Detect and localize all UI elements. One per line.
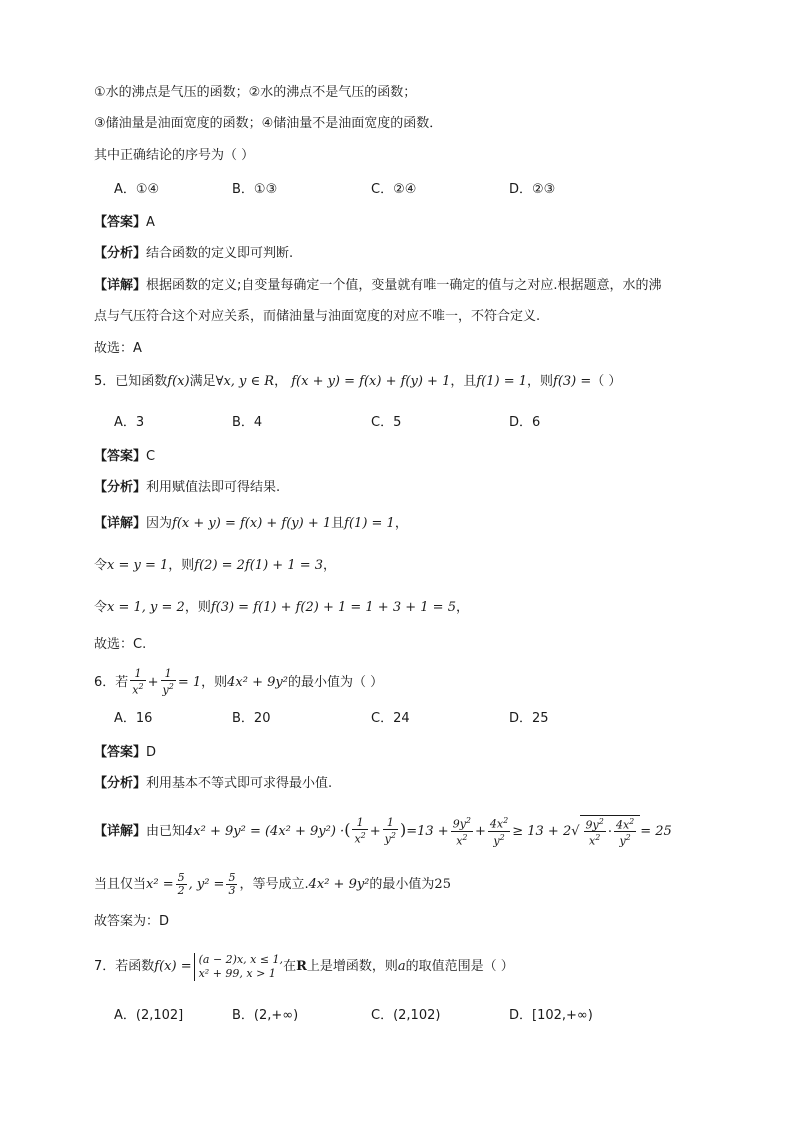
step-text: ， [323,558,337,573]
q6-option-a: A．16 [114,711,153,726]
q7-fx: f(x) = [154,959,192,974]
q4-option-a: A．①④ [114,182,160,197]
q6-equals: = 1 [177,675,202,690]
eq-text: ，等号成立. [239,877,309,892]
answer-value: A [146,215,155,230]
case-2: x² + 99, x > 1 [198,966,276,980]
step-math: x = y = 1 [107,558,169,573]
q7-stem-text: 上是增函数，则 [306,959,398,974]
answer-tag: 【答案】 [94,449,147,464]
q5-stem-text: 5．已知函数 [94,374,168,389]
answer-value: C [146,449,156,464]
fraction-5-over-3: $\frac{5}{3}$ [228,871,236,897]
q5-step-1 [94,556,336,576]
q4-statement-2: ③储油量是油面宽度的函数；④储油量不是油面宽度的函数． [94,116,443,131]
q5-step-2 [94,598,469,618]
q5-f1: f(1) = 1 [476,374,528,389]
q6-analysis [94,774,332,794]
q6-answer [94,743,156,763]
fraction-1-over-x2: $\frac{1}{x^2}$ [132,667,144,697]
step-math: x = 1, y = 2 [107,600,185,615]
step-text: ，则 [168,558,195,573]
q5-f3: f(3) = [553,374,592,389]
answer-tag: 【答案】 [94,745,147,760]
q7-option-d: D．[102,+∞) [509,1008,593,1023]
q4-question: 其中正确结论的序号为（ ） [94,148,255,163]
detail-math: = 25 [640,824,672,839]
sqrt-icon: √ [571,824,580,839]
eq-text: 当且仅当 [94,877,147,892]
analysis-tag: 【分析】 [94,776,147,791]
q5-stem-text: 满足 [189,374,216,389]
q5-conclusion: 故选：C. [94,637,147,652]
q4-option-d: D．②③ [509,182,556,197]
q6-stem-text: ，则 [201,675,228,690]
fraction-1-over-y2: $\frac{1}{y^2}$ [162,667,174,697]
q5-fx: f(x) [167,374,190,389]
eq-math: x² = [146,877,174,892]
q7-param: a [397,959,406,974]
q4-answer [94,213,155,233]
q4-option-c: C．②④ [371,182,417,197]
q6-conclusion: 故答案为：D [94,914,170,929]
detail-tag: 【详解】 [94,278,147,293]
q5-detail [94,514,408,534]
q6-stem: 6．若 $\frac{1}{x^2}$ + $\frac{1}{y^2}$ = 1，则4x² + 9y²的最小值为（ ） [94,667,384,697]
answer-value: D [146,745,157,760]
detail-text: ， [394,516,408,531]
fraction-9y2-over-x2: $\frac{9y^2}{x^2}$ [452,816,472,848]
answer-tag: 【答案】 [94,215,147,230]
q5-option-d: D．6 [509,415,541,430]
fraction-4x2-over-y2: $\frac{4x^2}{y^2}$ [489,816,509,848]
q5-option-a: A．3 [114,415,145,430]
q7-stem-text: 7．若函数 [94,959,155,974]
q7-option-c: C．(2,102) [371,1008,441,1023]
q4-statement-1: ①水的沸点是气压的函数；②水的沸点不是气压的函数； [94,85,417,100]
q7-stem-text: 的取值范围是（ ） [405,959,514,974]
q7-option-b: B．(2,+∞) [232,1008,299,1023]
detail-f1: f(1) = 1 [344,516,395,531]
detail-tag: 【详解】 [94,824,147,839]
detail-text: 且 [331,516,345,531]
case-1: (a − 2)x, x ≤ 1, [198,952,284,966]
q4-detail-line-2: 点与气压符合这个对应关系，而储油量与油面宽度的对应不唯一，不符合定义. [94,309,541,324]
step-text: 令 [94,558,108,573]
step-math: f(3) = f(1) + f(2) + 1 = 1 + 3 + 1 = 5 [210,600,456,615]
q7-stem [94,950,514,984]
detail-equation: f(x + y) = f(x) + f(y) + 1 [172,516,332,531]
analysis-tag: 【分析】 [94,480,147,495]
analysis-text: 结合函数的定义即可判断. [146,246,294,261]
q5-stem-text: ， [274,374,288,389]
q4-detail-line-1 [94,276,662,296]
q5-option-c: C．5 [371,415,402,430]
eq-text: 的最小值为 [369,877,435,892]
analysis-text: 利用赋值法即可得结果. [146,480,281,495]
q7-stem-text: 在 [283,959,297,974]
q5-analysis [94,478,280,498]
eq-math: , y² = [188,877,225,892]
q6-equality-condition [94,870,451,900]
step-text: ， [455,600,469,615]
detail-text: 由已知 [146,824,186,839]
q5-stem-text: ，则 [527,374,554,389]
step-text: 令 [94,600,108,615]
q6-option-b: B．20 [232,711,271,726]
q4-conclusion: 故选：A [94,341,142,356]
analysis-text: 利用基本不等式即可求得最小值. [146,776,333,791]
q5-forall: ∀x, y ∈ R [215,374,275,389]
fraction-1-over-y2: $\frac{1}{y^2}$ [384,816,396,846]
piecewise-brace [194,953,283,981]
step-math: f(2) = 2f(1) + 1 = 3 [194,558,324,573]
step-text: ，则 [184,600,211,615]
sqrt-content: $\frac{9y^2}{x^2}$ · $\frac{4x^2}{y^2}$ [580,815,641,849]
detail-text: 根据函数的定义;自变量每确定一个值，变量就有唯一确定的值与之对应.根据题意，水的沸 [146,278,662,293]
eq-math: 4x² + 9y² [308,877,370,892]
q5-equation: f(x + y) = f(x) + f(y) + 1 [291,374,451,389]
q5-stem-text: ，且 [450,374,477,389]
q4-analysis [94,244,293,264]
fraction-5-over-2: $\frac{5}{2}$ [177,871,185,897]
detail-math: =13 + [406,824,449,839]
fraction-1-over-x2: $\frac{1}{x^2}$ [354,816,366,846]
q5-answer [94,447,155,467]
q4-option-b: B．①③ [232,182,278,197]
q5-stem-text: （ ） [591,374,622,389]
detail-tag: 【详解】 [94,516,147,531]
detail-text: 因为 [146,516,173,531]
q6-stem-text: 6．若 [94,675,129,690]
q6-option-c: C．24 [371,711,410,726]
q6-expression: 4x² + 9y² [227,675,288,690]
q6-stem-text: 的最小值为（ ） [287,675,384,690]
q6-option-d: D．25 [509,711,549,726]
analysis-tag: 【分析】 [94,246,147,261]
q6-detail: 【详解】由已知4x² + 9y² = (4x² + 9y²) ·( $\frac{1}{x^2}$ + $\frac{1}{y^2}$ )=13 + $\frac{9y^2}{x^2}$ + $\frac{4x^2}{y^2}$ ≥ 13 + 2√ $\frac{9y^2}{x^2}$ · $\frac{4x^2}{y^2}$ = 25 [94,816,672,848]
q5-stem [94,372,621,392]
q7-option-a: A．(2,102] [114,1008,184,1023]
q7-real-set: R [296,959,307,974]
eq-math: 25 [434,877,451,892]
detail-math: 4x² + 9y² = (4x² + 9y²) · [185,824,345,839]
q5-option-b: B．4 [232,415,263,430]
detail-math: ≥ 13 + 2 [512,824,572,839]
